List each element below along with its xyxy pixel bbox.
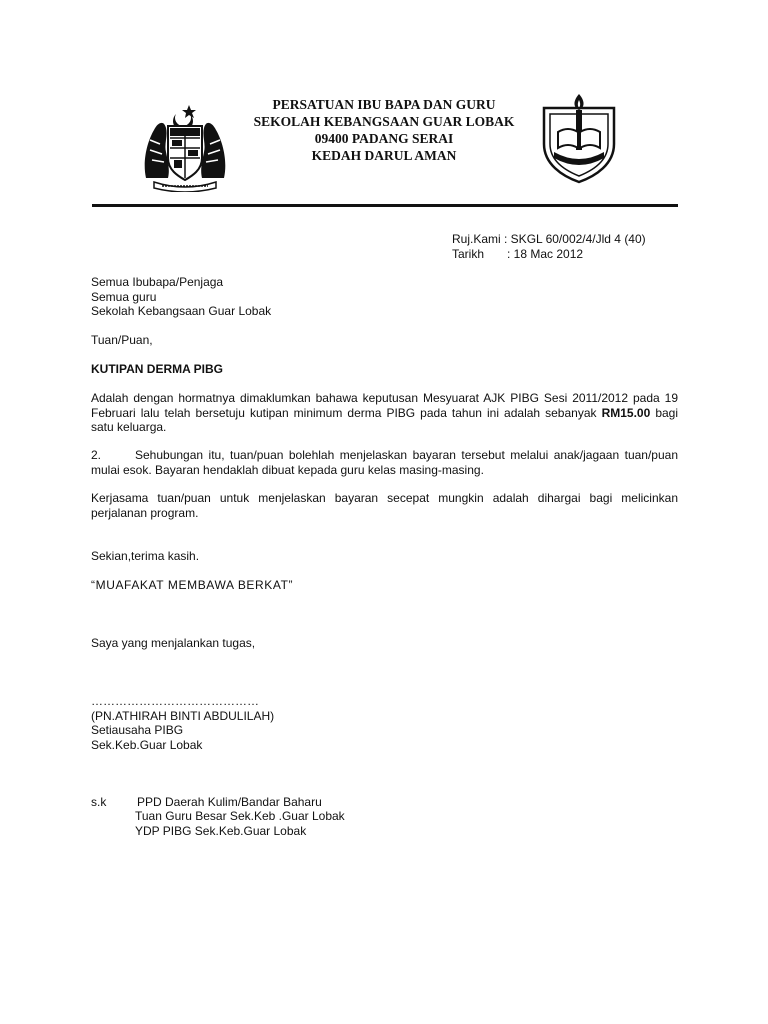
cc-recipient: YDP PIBG Sek.Keb.Guar Lobak [135,824,307,838]
letterhead-line-1: PERSATUAN IBU BAPA DAN GURU [272,97,496,112]
header-divider [92,204,678,207]
signatory-name: (PN.ATHIRAH BINTI ABDULILAH) [91,709,275,723]
letterhead-line-3: 09400 PADANG SERAI [314,131,454,146]
signatory-school: Sek.Keb.Guar Lobak [91,738,203,752]
cc-recipient: Tuan Guru Besar Sek.Keb .Guar Lobak [135,809,345,823]
signature-line: …………………………………… [91,694,259,708]
closing: Sekian,terima kasih. [91,549,200,563]
date-value: : 18 Mac 2012 [507,247,584,261]
recipient-line: Semua Ibubapa/Penjaga [91,275,224,289]
paragraph-2 [91,448,678,477]
letterhead-line-4: KEDAH DARUL AMAN [311,148,457,163]
paragraph-1 [91,391,678,435]
date-label: Tarikh [452,247,485,261]
paragraph-3: Kerjasama tuan/puan untuk menjelaskan bayaran secepat mungkin adalah dihargai bagi melicinkan perjalanan program. [91,491,678,520]
recipient-line: Sekolah Kebangsaan Guar Lobak [91,304,272,318]
letterhead [200,96,568,164]
signatory-title: Setiausaha PIBG [91,723,184,737]
paragraph-2-text: Sehubungan itu, tuan/puan bolehlah menjelaskan bayaran tersebut melalui anak/jagaan tuan/puan mulai esok. Bayaran hendaklah dibuat kepada guru kelas masing-masing. [91,448,678,477]
signature-intro: Saya yang menjalankan tugas, [91,636,256,650]
letterhead-line-2: SEKOLAH KEBANGSAAN GUAR LOBAK [253,114,515,129]
cc-label: s.k [91,795,107,809]
reference-number: Ruj.Kami : SKGL 60/002/4/Jld 4 (40) [452,232,646,246]
donation-amount: RM15.00 [601,405,651,420]
salutation: Tuan/Puan, [91,333,153,347]
recipient-line: Semua guru [91,290,157,304]
motto: “MUAFAKAT MEMBAWA BERKAT” [91,578,294,592]
paragraph-1-tail: bagi satu keluarga. [91,405,679,434]
paragraph-2-number: 2. [91,448,102,462]
letter-subject: KUTIPAN DERMA PIBG [91,362,223,376]
paragraph-1-text: Adalah dengan hormatnya dimaklumkan bahawa keputusan Mesyuarat AJK PIBG Sesi 2011/2012 pada 19 Februari lalu telah bersetuju kutipan minimum derma PIBG pada tahun ini adalah sebanyak [91,391,678,420]
cc-recipient: PPD Daerah Kulim/Bandar Baharu [137,795,322,809]
